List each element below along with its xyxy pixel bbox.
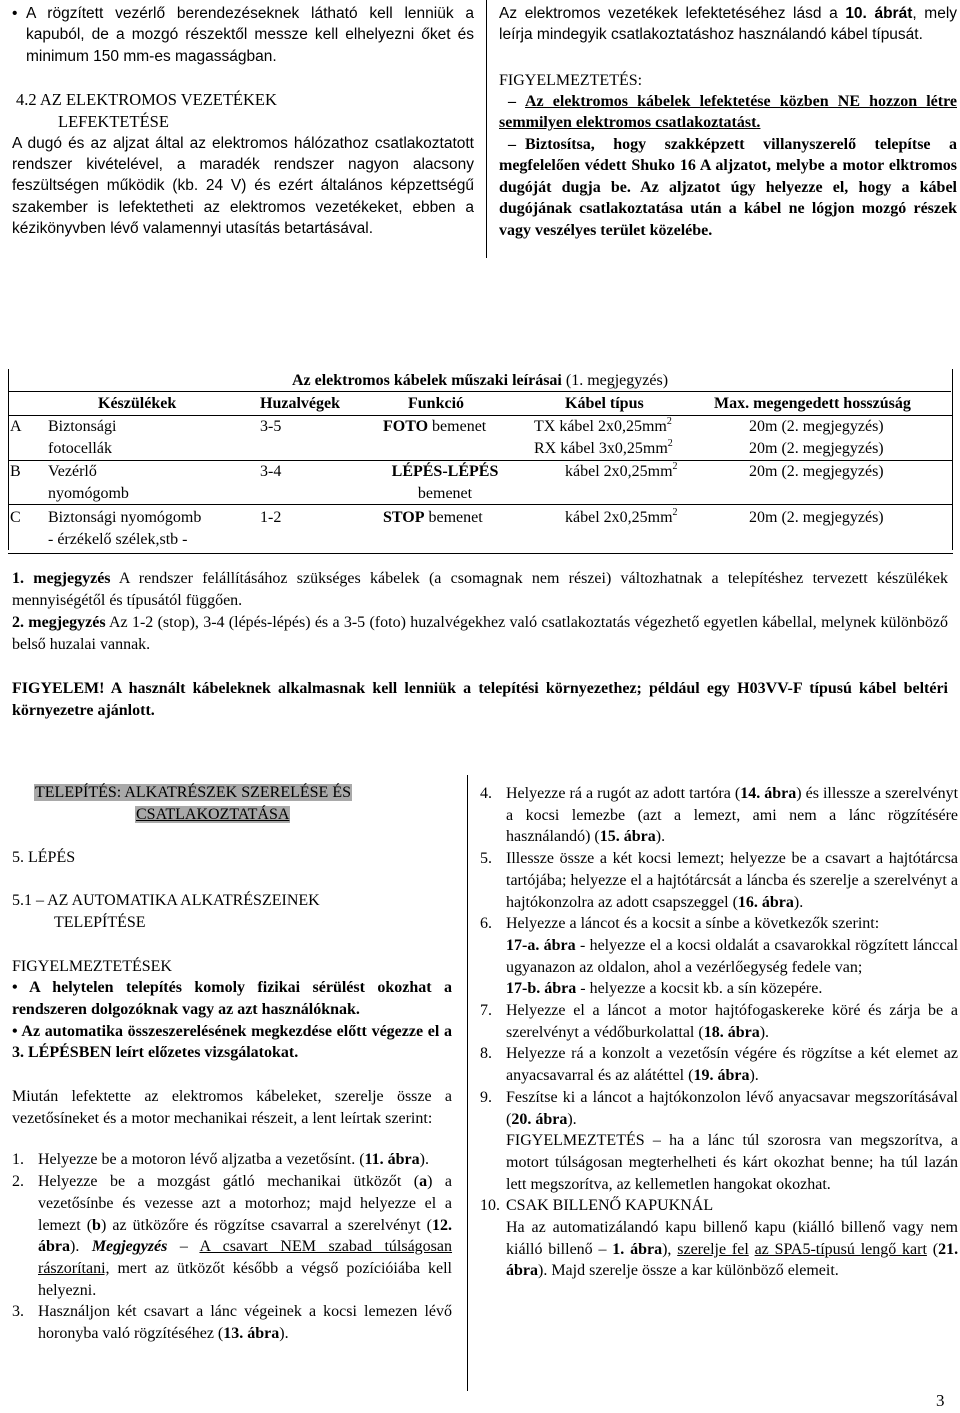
bullet-text: A rögzített vezérlő berendezéseknek látható kell lenniük a kapuból, de a mozgó részektől messze kell elhelyezni őket és minimum 150 mm-es magasságban. <box>26 5 474 65</box>
warnings-title: FIGYELMEZTETÉSEK <box>12 957 172 975</box>
step-label: 5. LÉPÉS <box>12 849 76 867</box>
list-item: 8. Helyezze rá a konzolt a vezetősín végére és rögzítse a két elemet az anyacsavarral és az alátéttel (19. ábra). <box>480 1045 958 1085</box>
column-divider-bottom <box>467 775 468 1391</box>
function-cell: STOP bemenet <box>383 509 483 526</box>
table-row: A Biztonsági fotocellák 3-5 FOTO bemenet TX kábel $2x0,25mm^2$ RX kábel $3x0,25mm^2$ 20m (2. megjegyzés) 20m (2. megjegyzés) <box>8 416 953 460</box>
table-row: B Vezérlő nyomógomb 3-4 LÉPÉS-LÉPÉS bemenet kábel $2x0,25mm^2$ 20m (2. megjegyzés) <box>8 461 953 504</box>
device-cell: Vezérlő nyomógomb <box>48 463 129 502</box>
body-text: A dugó és az aljzat által az elektromos hálózathoz csatlakoztatott rendszer kivételével, a maradék rendszer nagyon alacsony feszültségen működik (kb. 24 V) és ezért általános képzettségű szakember is lefektetheti az elektromos vezetékeket, ebben a kézikönyvben lévő valamennyi utasítás betartásával. <box>12 134 474 238</box>
function-cell: FOTO bemenet <box>383 418 487 435</box>
notes-block <box>12 568 948 722</box>
table-title-bold: Az elektromos kábelek műszaki leírásai <box>291 372 562 389</box>
top-left-column <box>12 3 474 239</box>
list-item: 4. Helyezze rá a rugót az adott tartóra (14. ábra) és illessze a szerelvényt a kocsi lemezbe (azt a lemezt, ami nem a lánc rögzítésére használandó) (15. ábra). <box>480 785 959 846</box>
device-cell: Biztonsági fotocellák <box>48 418 117 457</box>
intro-paragraph: Miután lefektette az elektromos kábeleket, szerelje össze a vezetősíneket és a motor mechanikai részeit, a lent leírtak szerint: <box>12 1088 452 1127</box>
bottom-left-column <box>12 782 452 1345</box>
list-item: 7. Helyezze el a láncot a motor hajtófogaskereke köré és zárja be a szerelvényt a védőburkolattal (18. ábra). <box>480 1002 958 1041</box>
list-item: 5. Illessze össze a két kocsi lemezt; helyezze be a csavart a hajtótárcsa tartójába; helyezze el a hajtótárcsát a láncba és szerelje a szerelvényt a hajtókonzolra az adott csapszeggel (16. ábra). <box>480 850 958 911</box>
bullet-item <box>12 3 474 67</box>
list-item: 10. CSAK BILLENŐ KAPUKNÁL Ha az automatizálandó kapu billenő kapu (kiálló billenő vagy nem kiálló billenő – 1. ábra), szerelje fel az SPA5-típusú lengő kart (21. ábra). Majd szerelje össze a kar különböző elemeit. <box>480 1197 959 1280</box>
subsection-heading: 5.1 – AZ AUTOMATIKA ALKATRÉSZEINEK TELEPÍTÉSE <box>12 892 320 931</box>
list-item: 1. Helyezze be a motoron lévő aljzatba a vezetősínt. (11. ábra). <box>12 1151 429 1169</box>
warning-item: • Az automatika összeszerelésének megkezdése előtt végezze el a 3. LÉPÉSBEN leírt előzetes vizsgálatokat. <box>12 1022 452 1062</box>
note-1: 1. megjegyzés A rendszer felállításához szükséges kábelek (a csomagnak nem részei) változhatnak a telepítéshez tervezett készülékek mennyiségétől és típusától függően. <box>12 570 948 609</box>
steps-list-left <box>12 1149 452 1344</box>
warning-1: – Az elektromos kábelek lefektetése közben NE hozzon létre semmilyen elektromos csatlakoztatást. <box>499 92 957 132</box>
page-number: 3 <box>936 1391 945 1410</box>
warning-2: – Biztosítsa, hogy szakképzett villanyszerelő telepítse a megfelelően védett Shuko 16 A aljzatot, melybe a motor elktromos dugóját dugja be. Az aljzatot úgy helyezze el, hogy a kábel dugójának csatlakoztatása után a kábel ne lógjon mozgó részek vagy veszélyes terület közelébe. <box>499 135 957 239</box>
column-divider <box>486 0 487 258</box>
note-2: 2. megjegyzés Az 1-2 (stop), 3-4 (lépés-lépés) és a 3-5 (foto) huzalvégekhez való csatlakoztatás végezhető egyetlen kábellal, melynek különböző belső huzalai vannak. <box>12 614 949 653</box>
list-item: 2. Helyezze be a mozgást gátló mechanikai ütközőt (a) a vezetősínbe és vezesse azt a motorhoz; majd helyezze el a lemezt (b) az ütközőre és rögzítse csavarral a szerelvényt (12. ábra). Megjegyzés – A csavart NEM szabad túlságosan rászorítani, mert az ütközőt később a végső pozícióiába kell helyezni. <box>12 1173 453 1299</box>
header-function: Funkció <box>408 395 465 412</box>
top-right-column <box>499 3 957 241</box>
warning-note: FIGYELEM! A használt kábeleknek alkalmasnak kell lenniük a telepítési környezethez; például egy H03VV-F típusú kábel beltéri környezetre ajánlott. <box>12 680 948 719</box>
table-title: Az elektromos kábelek műszaki leírásai (1. megjegyzés) <box>291 372 669 389</box>
section-heading: 4.2 AZ ELEKTROMOS VEZETÉKEK LEFEKTETÉSE <box>16 89 277 131</box>
bottom-right-column <box>480 783 958 1282</box>
intro-text: Az elektromos vezetékek lefektetéséhez lásd a 10. ábrát, mely leírja mindegyik csatlakoztatáshoz használandó kábel típusát. <box>499 5 958 44</box>
header-max-length: Max. megengedett hosszúság <box>714 395 911 412</box>
list-item: 9. Feszítse ki a láncot a hajtókonzolon lévő anyacsavar megszorításával (20. ábra). FIGYELMEZTETÉS – ha a lánc túl szorosra van megszorítva, a motort túlságosan megterhelheti és kárt okozhat benne; ha túl lazán lett megszorítva, az kellemetlen hangokat okozhat. <box>480 1088 958 1193</box>
table-row: C Biztonsági nyomógomb - érzékelő szélek,stb - 1-2 STOP bemenet kábel $2x0,25mm^2$ 20m (2. megjegyzés) <box>10 507 884 548</box>
steps-list-right <box>480 783 958 1282</box>
header-devices: Készülékek <box>98 395 177 412</box>
table-left-border <box>8 369 9 550</box>
table-top-rule <box>8 391 951 392</box>
list-item: 6. Helyezze a láncot és a kocsit a sínbe a következők szerint: 17-a. ábra - helyezze el a kocsi oldalát a csavarokkal rögzített lánccal ugyanazon az oldalon, ahol a vezérlőegység fedele van; 17-b. ábra - helyezze a kocsit kb. a sín közepére. <box>480 915 959 998</box>
table-right-border <box>952 369 953 550</box>
header-wires: Huzalvégek <box>260 395 340 412</box>
header-cable-type: Kábel típus <box>565 395 644 412</box>
warning-title: FIGYELMEZTETÉS: <box>499 71 643 89</box>
cable-spec-table <box>8 393 953 554</box>
list-item: 3. Használjon két csavart a lánc végeinek a kocsi lemezen lévő horonyba való rögzítéséhez (13. ábra). <box>12 1303 452 1343</box>
install-title: TELEPÍTÉS: ALKATRÉSZEK SZERELÉSE ÉS CSATLAKOZTATÁSA <box>35 784 351 823</box>
warning-item: • A helytelen telepítés komoly fizikai sérülést okozhat a rendszeren dolgozóknak vagy az azt használóknak. <box>12 979 452 1018</box>
table-header-row <box>8 393 953 415</box>
bullet-icon: • <box>12 5 18 22</box>
